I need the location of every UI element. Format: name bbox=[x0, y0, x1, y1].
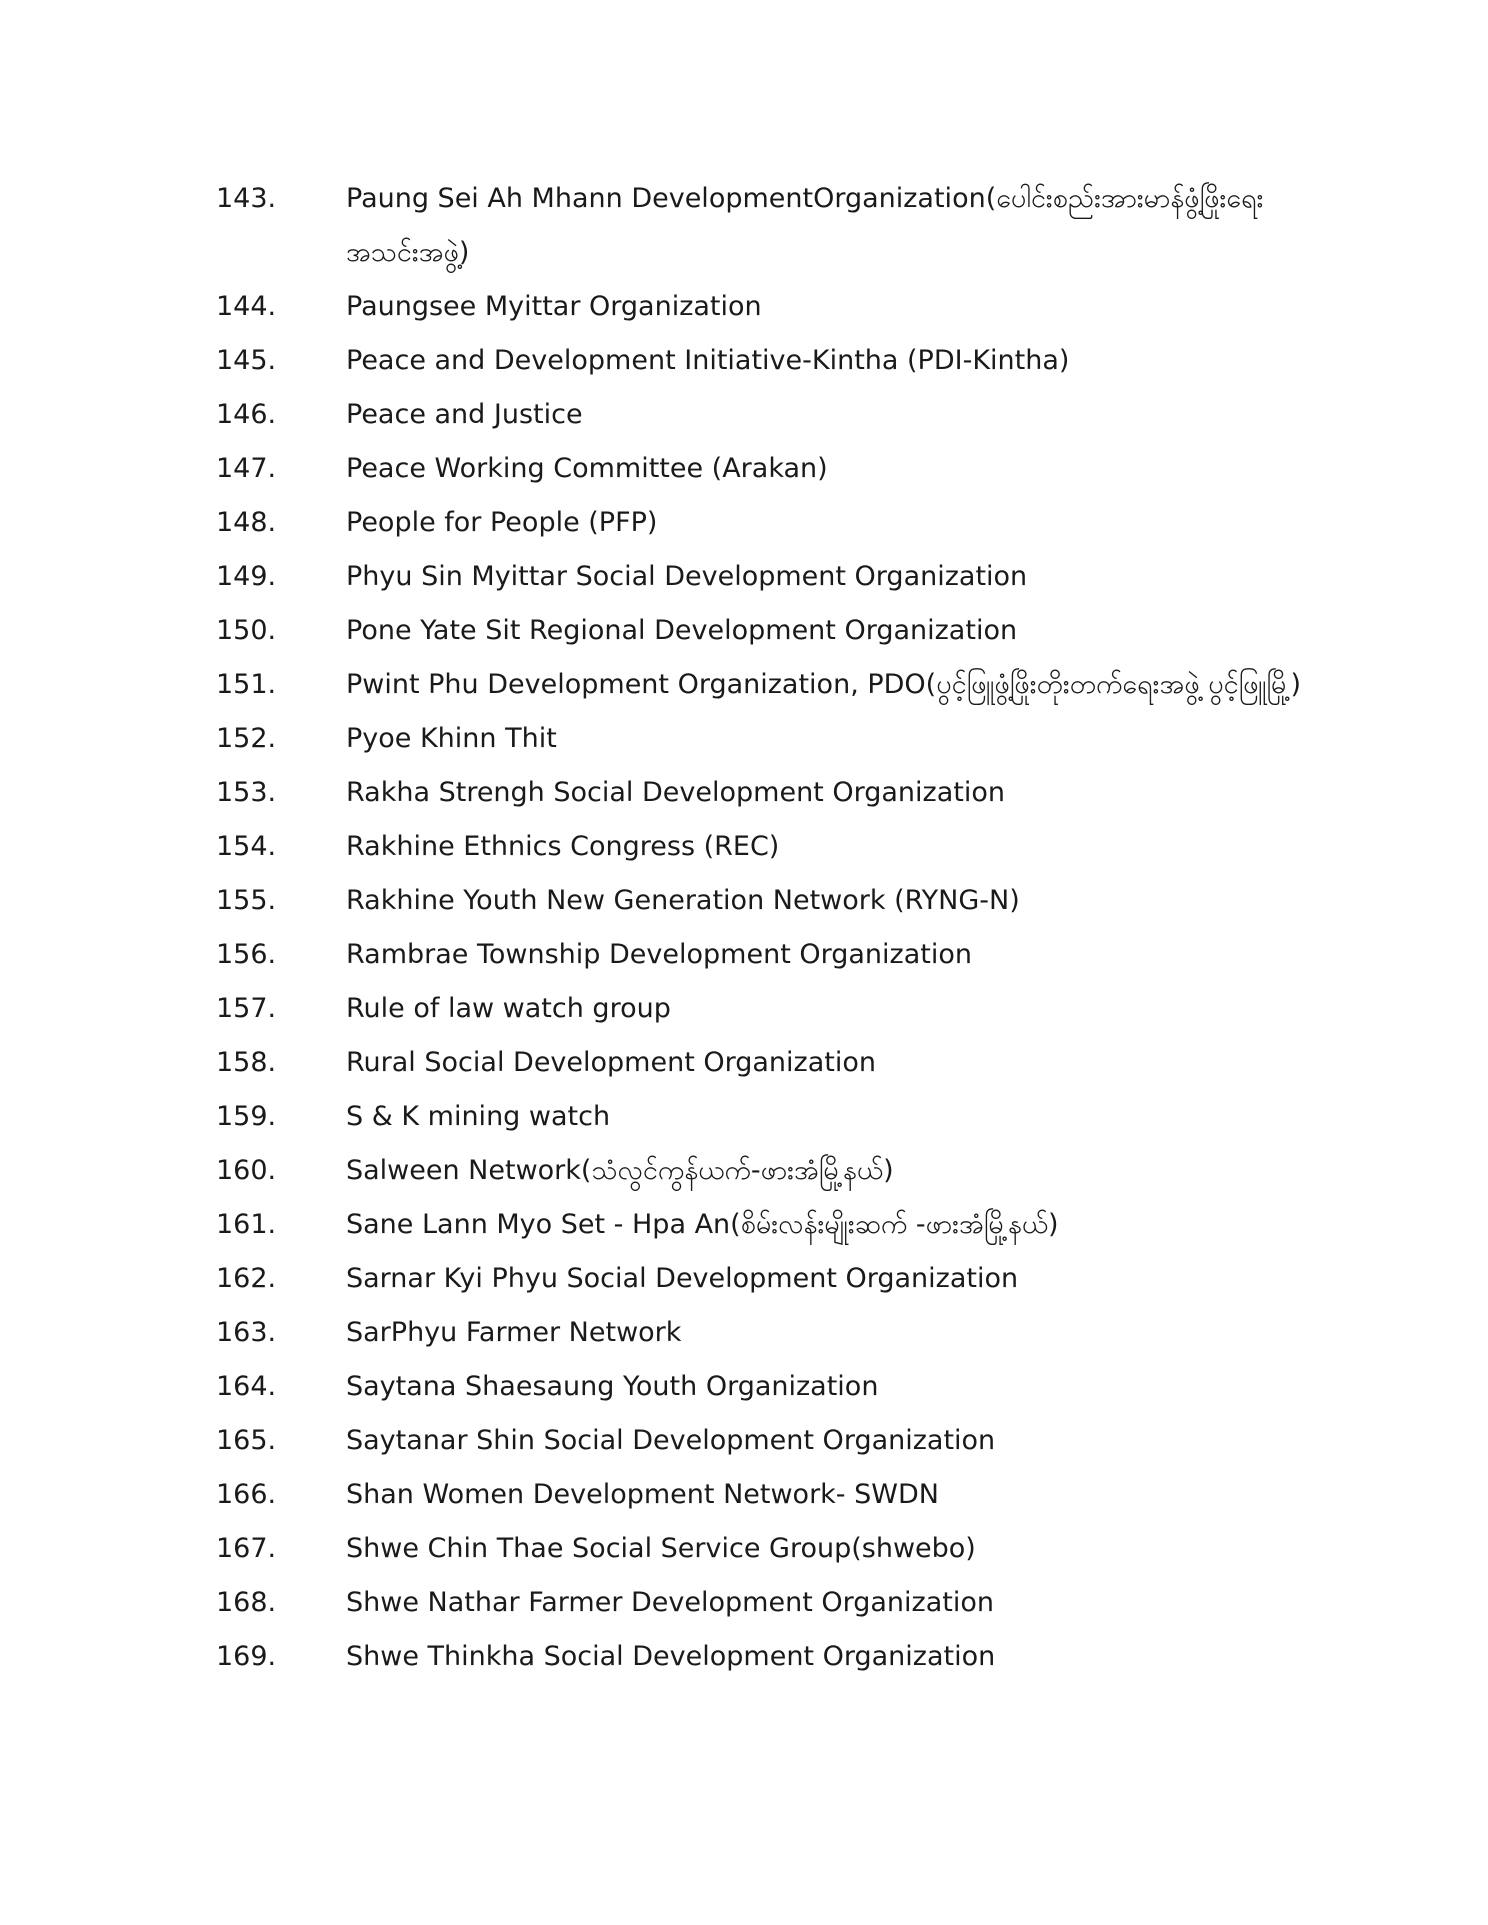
item-number: 164. bbox=[216, 1371, 277, 1402]
item-number: 165. bbox=[216, 1425, 277, 1456]
organization-name: Rural Social Development Organization bbox=[346, 1047, 876, 1078]
organization-name: Shan Women Development Network- SWDN bbox=[346, 1479, 939, 1510]
list-item bbox=[216, 280, 1336, 334]
list-item bbox=[216, 172, 1336, 280]
item-number: 158. bbox=[216, 1047, 277, 1078]
organization-name: Shwe Chin Thae Social Service Group(shwebo) bbox=[346, 1533, 976, 1564]
list-item bbox=[216, 658, 1336, 712]
list-item bbox=[216, 1576, 1336, 1630]
organization-name: People for People (PFP) bbox=[346, 507, 658, 538]
organization-name: Salween Network(သံလွင်ကွန်ယက်-ဖားအံမြို့နယ်) bbox=[346, 1155, 894, 1186]
organization-name: Peace Working Committee (Arakan) bbox=[346, 453, 828, 484]
list-item bbox=[216, 820, 1336, 874]
organization-name: Rakhine Ethnics Congress (REC) bbox=[346, 831, 780, 862]
organization-name: Sarnar Kyi Phyu Social Development Organization bbox=[346, 1263, 1019, 1294]
organization-name: SarPhyu Farmer Network bbox=[346, 1317, 682, 1348]
list-item bbox=[216, 874, 1336, 928]
item-number: 153. bbox=[216, 777, 277, 808]
list-item bbox=[216, 1252, 1336, 1306]
list-item bbox=[216, 334, 1336, 388]
organization-name: Saytanar Shin Social Development Organization bbox=[346, 1425, 996, 1456]
item-number: 168. bbox=[216, 1587, 277, 1618]
list-item bbox=[216, 928, 1336, 982]
organization-name: Shwe Nathar Farmer Development Organization bbox=[346, 1587, 994, 1618]
item-number: 154. bbox=[216, 831, 277, 862]
list-item bbox=[216, 1522, 1336, 1576]
item-number: 166. bbox=[216, 1479, 277, 1510]
organization-name: Sane Lann Myo Set - Hpa An(စိမ်းလန်းမျိုးဆက် -ဖားအံမြို့နယ်) bbox=[346, 1209, 1059, 1240]
item-number: 163. bbox=[216, 1317, 277, 1348]
organization-name: Pone Yate Sit Regional Development Organization bbox=[346, 615, 1018, 646]
list-item bbox=[216, 1306, 1336, 1360]
list-item bbox=[216, 604, 1336, 658]
item-number: 149. bbox=[216, 561, 277, 592]
list-item bbox=[216, 1414, 1336, 1468]
list-item bbox=[216, 766, 1336, 820]
list-item bbox=[216, 1144, 1336, 1198]
list-item bbox=[216, 982, 1336, 1036]
item-number: 145. bbox=[216, 345, 277, 376]
list-item bbox=[216, 1360, 1336, 1414]
organization-name: Paungsee Myittar Organization bbox=[346, 291, 762, 322]
item-number: 157. bbox=[216, 993, 277, 1024]
organization-name: Pyoe Khinn Thit bbox=[346, 723, 557, 754]
list-item bbox=[216, 1036, 1336, 1090]
item-number: 147. bbox=[216, 453, 277, 484]
item-number: 156. bbox=[216, 939, 277, 970]
item-number: 151. bbox=[216, 669, 277, 700]
item-number: 169. bbox=[216, 1641, 277, 1672]
organization-name: Rakha Strengh Social Development Organization bbox=[346, 777, 1005, 808]
list-item bbox=[216, 1468, 1336, 1522]
item-number: 167. bbox=[216, 1533, 277, 1564]
list-item bbox=[216, 550, 1336, 604]
organization-name: Peace and Development Initiative-Kintha (PDI-Kintha) bbox=[346, 345, 1070, 376]
item-number: 155. bbox=[216, 885, 277, 916]
item-number: 143. bbox=[216, 183, 277, 214]
list-item bbox=[216, 1090, 1336, 1144]
item-number: 159. bbox=[216, 1101, 277, 1132]
item-number: 150. bbox=[216, 615, 277, 646]
organization-name: Rambrae Township Development Organization bbox=[346, 939, 972, 970]
organization-name: Shwe Thinkha Social Development Organization bbox=[346, 1641, 996, 1672]
organization-name: Phyu Sin Myittar Social Development Organization bbox=[346, 561, 1028, 592]
organization-name: Saytana Shaesaung Youth Organization bbox=[346, 1371, 879, 1402]
organization-name: Pwint Phu Development Organization, PDO(ပွင့်ဖြူဖွံ့ဖြိုးတိုးတက်ရေးအဖွဲ့ ပွင့်ဖြူမြို့) bbox=[346, 669, 1302, 700]
list-item bbox=[216, 496, 1336, 550]
organization-name: Paung Sei Ah Mhann DevelopmentOrganization(ပေါင်းစည်းအားမာန်ဖွံ့ဖြိုးရေး အသင်းအဖွဲ့) bbox=[346, 183, 1264, 268]
organization-name: Rule of law watch group bbox=[346, 993, 671, 1024]
item-number: 160. bbox=[216, 1155, 277, 1186]
item-number: 152. bbox=[216, 723, 277, 754]
item-number: 146. bbox=[216, 399, 277, 430]
list-item bbox=[216, 712, 1336, 766]
item-number: 162. bbox=[216, 1263, 277, 1294]
item-number: 148. bbox=[216, 507, 277, 538]
organization-name: Rakhine Youth New Generation Network (RYNG-N) bbox=[346, 885, 1020, 916]
item-number: 144. bbox=[216, 291, 277, 322]
list-item bbox=[216, 1198, 1336, 1252]
organization-name: Peace and Justice bbox=[346, 399, 583, 430]
list-item bbox=[216, 1630, 1336, 1684]
list-item bbox=[216, 388, 1336, 442]
organization-name: S & K mining watch bbox=[346, 1101, 611, 1132]
item-number: 161. bbox=[216, 1209, 277, 1240]
organization-list bbox=[216, 172, 1336, 1684]
list-item bbox=[216, 442, 1336, 496]
